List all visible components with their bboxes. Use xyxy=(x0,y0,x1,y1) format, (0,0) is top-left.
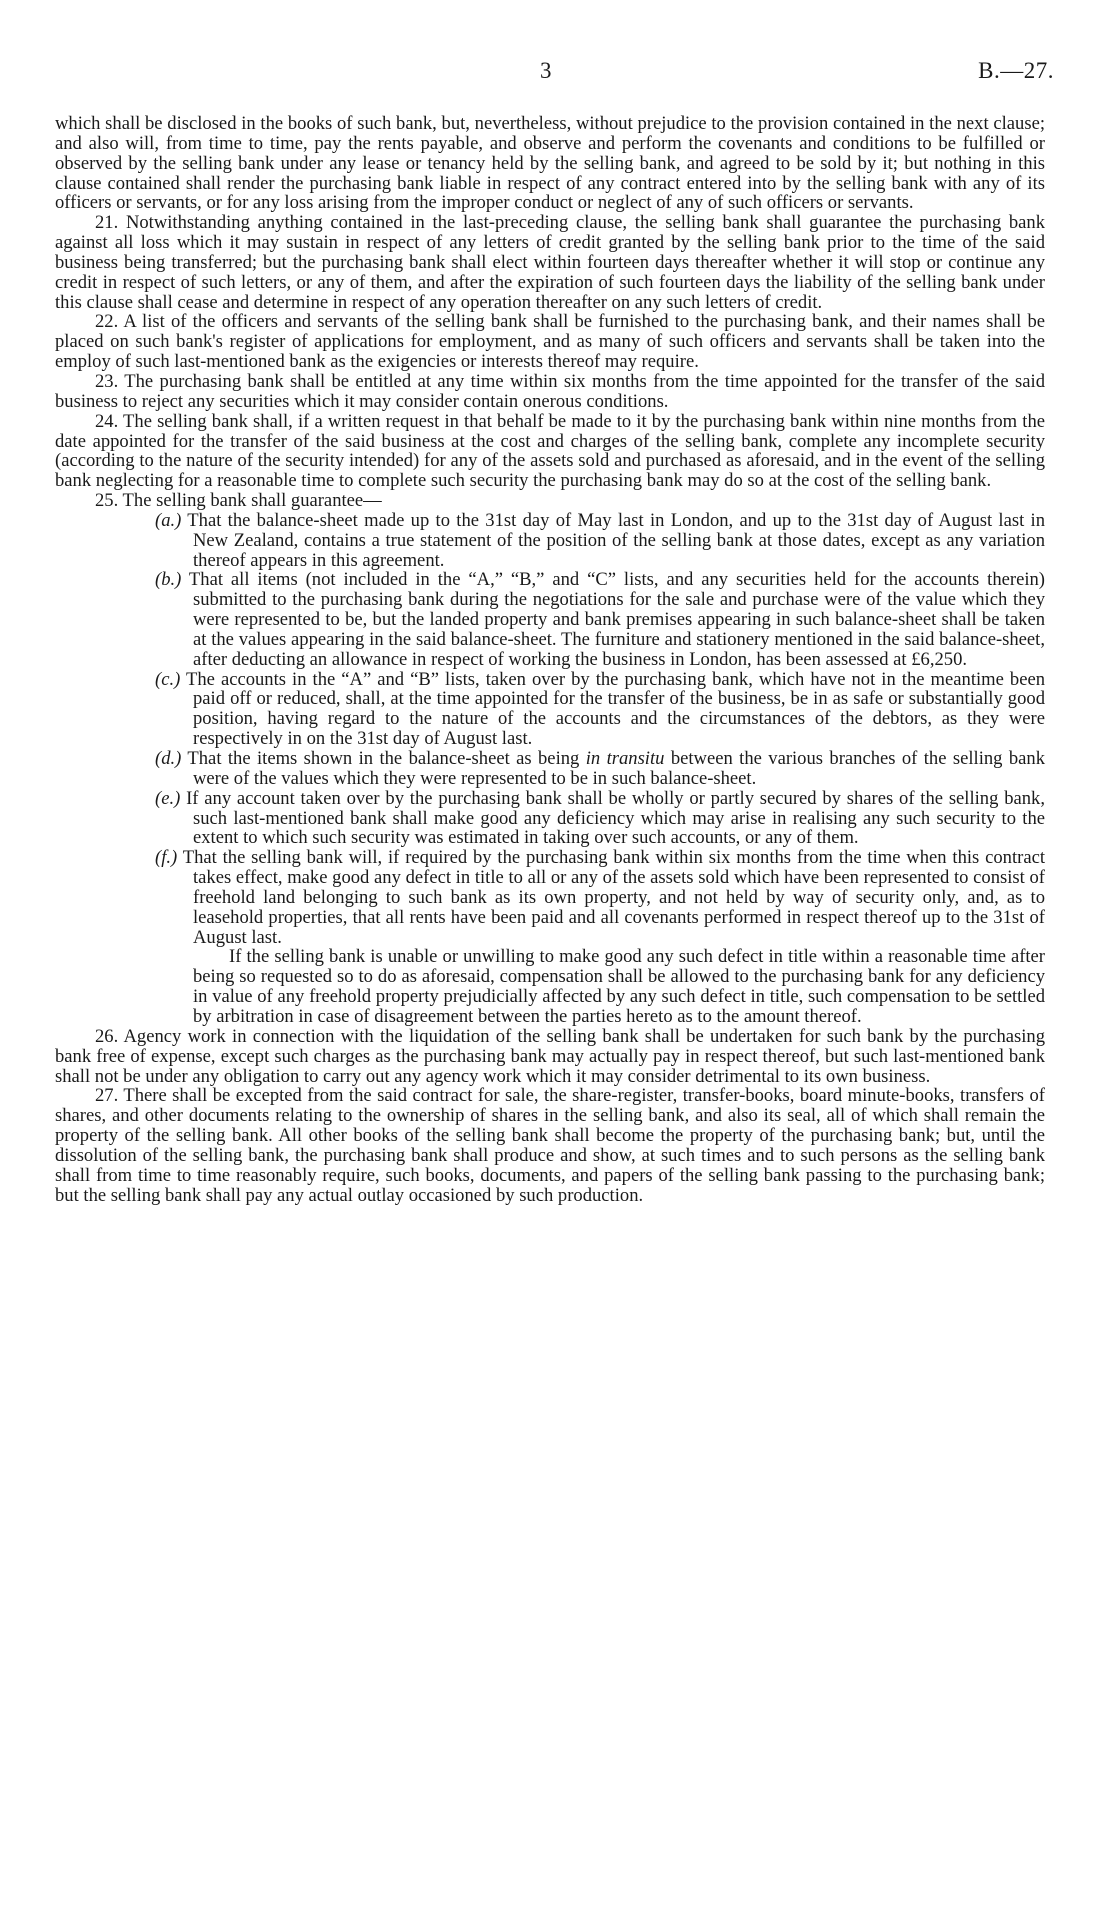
page-header xyxy=(0,58,1114,88)
clause-25-item-c xyxy=(55,670,1045,749)
item-label: (d.) xyxy=(155,748,182,769)
item-label: (b.) xyxy=(155,569,182,591)
clause-21: 21. Notwithstanding anything contained in the last-preceding clause, the selling bank shall guarantee the purchasing bank against all loss which it may sustain in respect of any letters of credit granted by the selling bank prior to the time of the said business being transferred; but the purchasing bank shall elect within fourteen days thereafter whether it will stop or continue any credit in respect of such letters, or any of them, and after the expiration of such fourteen days the liability of the selling bank under this clause shall cease and determine in respect of any operation thereafter on any such letters of credit. xyxy=(55,212,1045,313)
clause-24: 24. The selling bank shall, if a written request in that behalf be made to it by the purchasing bank within nine months from the date appointed for the transfer of the said business at the cost and charges of the selling bank, complete any incomplete security (according to the nature of the security intended) for any of the assets sold and purchased as aforesaid, and in the event of the selling bank neglecting for a reasonable time to complete such security the purchasing bank may do so at the cost of the selling bank. xyxy=(55,410,1045,492)
clause-25-item-a xyxy=(55,511,1045,571)
item-text: If any account taken over by the purchasing bank shall be wholly or partly secured by shares of the selling bank, such last-mentioned bank shall make good any deficiency which may arise in realising any such security to the extent to which such security was estimated in taking over such accounts, or any of them. xyxy=(186,787,1045,849)
clause-25-item-f-continuation: If the selling bank is unable or unwilling to make good any such defect in title within a reasonable time after being so requested so to do as aforesaid, compensation shall be allowed to the purchasing bank for any deficiency in value of any freehold property prejudicially affected by any such defect in title, such compensation to be settled by arbitration in case of disagreement between the parties hereto as to the amount thereof. xyxy=(193,946,1045,1027)
clause-25-item-f xyxy=(55,848,1045,947)
clause-26: 26. Agency work in connection with the liquidation of the selling bank shall be undertaken for such bank by the purchasing bank free of expense, except such charges as the purchasing bank may actually pay in respect thereof, but such last-mentioned bank shall not be under any obligation to carry out any agency work which it may consider detrimental to its own business. xyxy=(55,1025,1045,1087)
item-text: That the balance-sheet made up to the 31st day of May last in London, and up to the 31st day of August last in New Zealand, contains a true statement of the position of the selling bank at those dates, except as any variation thereof appears in this agreement. xyxy=(187,509,1045,571)
clause-23: 23. The purchasing bank shall be entitled at any time within six months from the time appointed for the transfer of the said business to reject any securities which it may consider contain onerous conditions. xyxy=(55,370,1045,412)
item-text: That the selling bank will, if required by the purchasing bank within six months from the time when this contract takes effect, make good any defect in title to all or any of the assets sold which have been represented to consist of freehold land belonging to such bank as its own property, and not held by way of security only, and, as to leasehold properties, that all rents have been paid and all covenants performed in respect thereof up to the 31st of August last. xyxy=(182,847,1045,948)
clause-27: 27. There shall be excepted from the said contract for sale, the share-register, transfer-books, board minute-books, transfers of shares, and other documents relating to the ownership of shares in the selling bank, and also its seal, all of which shall remain the property of the selling bank. All other books of the selling bank shall become the property of the purchasing bank; but, until the dissolution of the selling bank, the purchasing bank shall produce and show, at such times and to such persons as the selling bank shall from time to time reasonably require, such books, documents, and papers of the selling bank passing to the purchasing bank; but the selling bank shall pay any actual outlay occasioned by such production. xyxy=(55,1085,1045,1206)
clause-25: 25. The selling bank shall guarantee— xyxy=(95,490,382,512)
item-text: between the various branches of the selling bank were of the values which they were represented to be in such balance-sheet. xyxy=(193,748,1045,789)
item-text: The accounts in the “A” and “B” lists, taken over by the purchasing bank, which have not in the meantime been paid off or reduced, shall, at the time appointed for the transfer of the business, be in as safe or substantially good position, having regard to the nature of the accounts and the circumstances of the debtors, as they were respectively in on the 31st day of August last. xyxy=(186,668,1045,750)
document-reference: B.—27. xyxy=(978,58,1054,83)
clause-22: 22. A list of the officers and servants of the selling bank shall be furnished to the purchasing bank, and their names shall be placed on such bank's register of applications for employment, and as many of such officers and servants shall be taken into the employ of such last-mentioned bank as the exigencies or interests thereof may require. xyxy=(55,311,1045,373)
item-label: (c.) xyxy=(155,668,181,690)
page-number: 3 xyxy=(540,58,552,83)
item-label: (f.) xyxy=(155,847,178,869)
body-text xyxy=(55,114,1045,1205)
item-label: (e.) xyxy=(155,787,181,809)
item-text: That all items (not included in the “A,” “B,” and “C” lists, and any securities held for the accounts therein) submitted to the purchasing bank during the negotiations for the sale and purchase were of the value which they were represented to be, but the landed property and bank premises appearing in such balance-sheet shall be taken at the values appearing in the said balance-sheet. The furniture and stationery mentioned in the said balance-sheet, after deducting an allowance in respect of working the business in London, has been assessed at £6,250. xyxy=(188,569,1045,670)
clause-25-item-b xyxy=(55,570,1045,669)
clause-25-item-e xyxy=(55,789,1045,849)
italic-phrase: in transitu xyxy=(585,748,665,769)
paragraph-continuation: which shall be disclosed in the books of such bank, but, nevertheless, without prejudice to the provision contained in the next clause; and also will, from time to time, pay the rents payable, and observe and perform the covenants and conditions to be fulfilled or observed by the selling bank under any lease or tenancy held by the selling bank, and agreed to be sold by it; but nothing in this clause contained shall render the purchasing bank liable in respect of any contract entered into by the selling bank with any of its officers or servants, or for any loss arising from the improper conduct or neglect of any of such officers or servants. xyxy=(55,113,1045,214)
item-label: (a.) xyxy=(155,509,182,531)
item-text: That the items shown in the balance-sheet as being xyxy=(187,748,586,769)
clause-25-item-d xyxy=(55,749,1045,789)
